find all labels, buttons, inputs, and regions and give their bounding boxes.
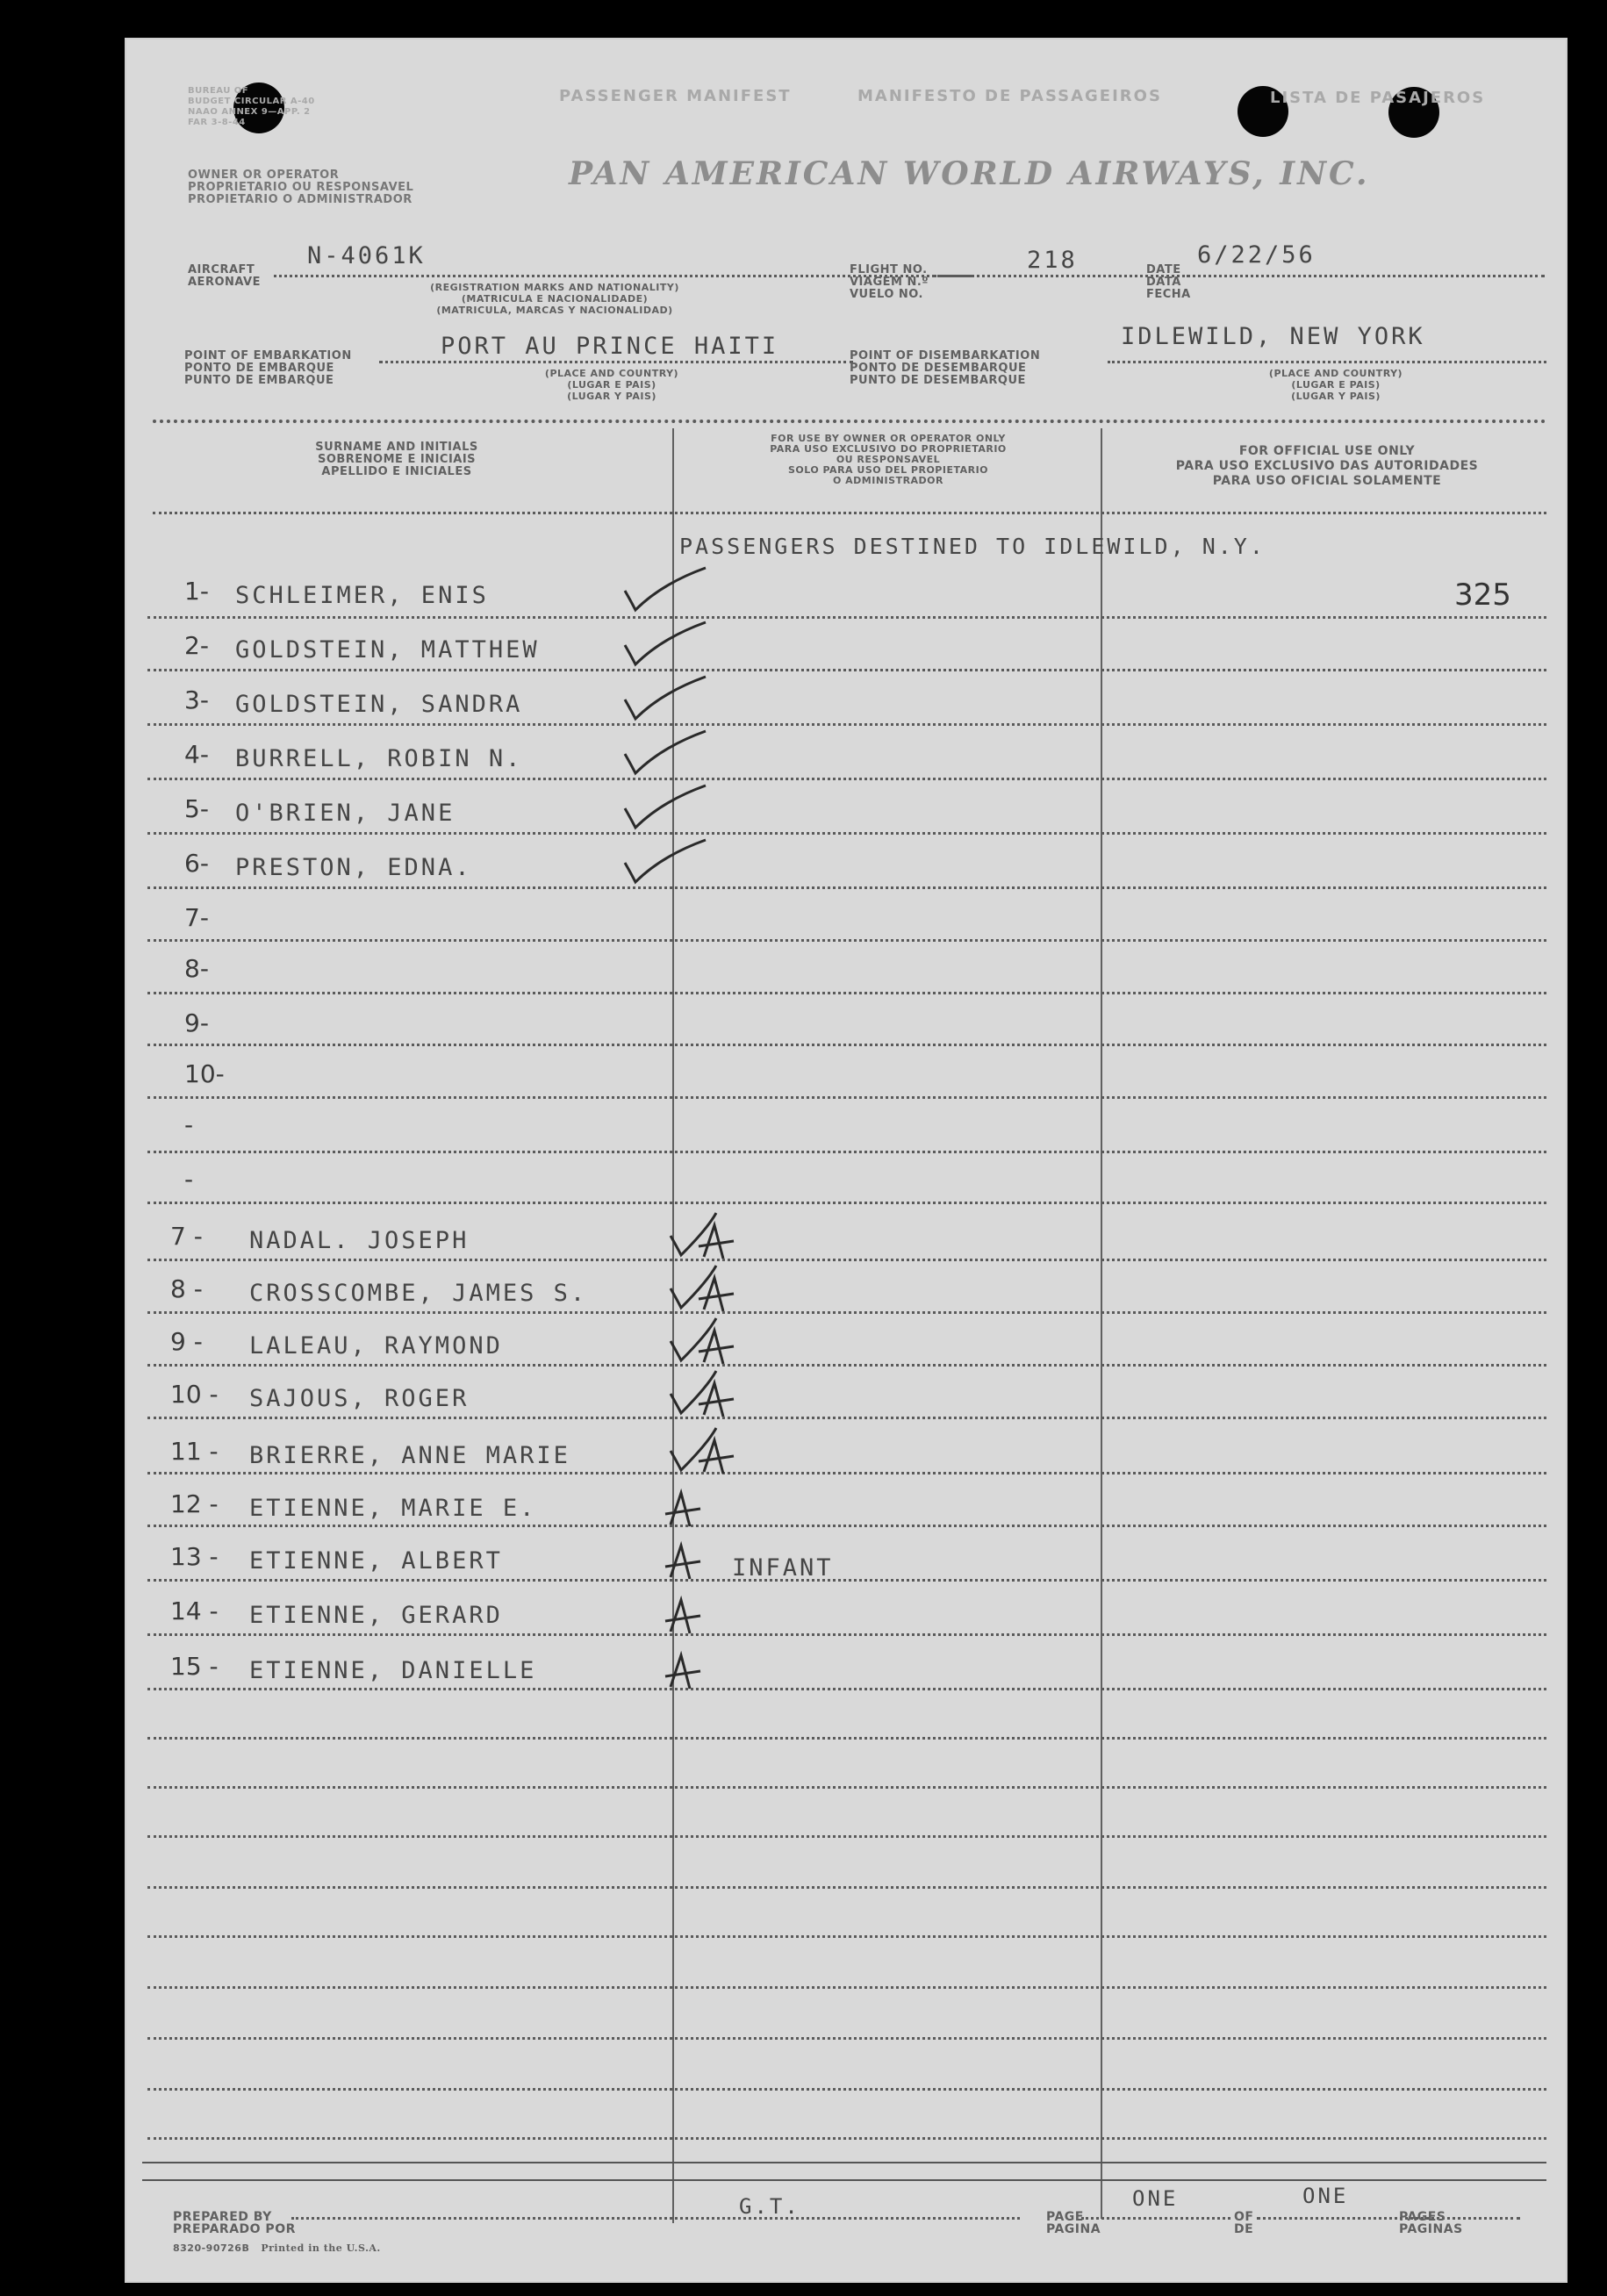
passenger-name: SCHLEIMER, ENIS bbox=[235, 582, 489, 609]
row-number: 3- bbox=[184, 685, 209, 714]
row-number: 1- bbox=[184, 577, 209, 606]
label-line: OWNER OR OPERATOR bbox=[188, 169, 340, 182]
passenger-name: GOLDSTEIN, MATTHEW bbox=[235, 636, 540, 664]
header-line: PARA USO EXCLUSIVO DAS AUTORIDADES bbox=[1175, 459, 1479, 473]
label-line: PAGE bbox=[1046, 2210, 1084, 2224]
checkmark bbox=[625, 568, 706, 610]
checkmark bbox=[625, 677, 706, 719]
passenger-name: SAJOUS, ROGER bbox=[249, 1385, 470, 1412]
label-line: AIRCRAFT bbox=[188, 263, 255, 276]
prepared-value: G.T. bbox=[739, 2194, 800, 2219]
label-line: (MATRICULA, MARCAS Y NACIONALIDAD) bbox=[436, 305, 673, 316]
label-line: PREPARED BY bbox=[173, 2210, 272, 2224]
header-line: SURNAME AND INITIALS bbox=[315, 441, 478, 454]
a-mark bbox=[665, 1655, 700, 1689]
passenger-name: O'BRIEN, JANE bbox=[235, 800, 456, 827]
row-number: 10- bbox=[184, 1059, 225, 1088]
form-line: NAAO ANNEX 9—APP. 2 bbox=[188, 107, 311, 117]
row-number: - bbox=[184, 1165, 194, 1194]
label-line: PREPARADO POR bbox=[173, 2222, 296, 2236]
header-line: FOR USE BY OWNER OR OPERATOR ONLY bbox=[771, 433, 1006, 444]
checkmark bbox=[671, 1318, 716, 1360]
label-line: (REGISTRATION MARKS AND NATIONALITY) bbox=[430, 282, 679, 293]
label-line: FLIGHT NO. bbox=[850, 263, 928, 276]
row-number: 12 - bbox=[170, 1489, 219, 1518]
passenger-name: ETIENNE, ALBERT bbox=[249, 1547, 503, 1575]
passenger-name: BRIERRE, ANNE MARIE bbox=[249, 1442, 570, 1469]
label-line: DATA bbox=[1146, 276, 1181, 289]
row-number: 15 - bbox=[170, 1652, 219, 1681]
row-number: 11 - bbox=[170, 1437, 219, 1466]
checkmark bbox=[625, 786, 706, 828]
company-name: PAN AMERICAN WORLD AIRWAYS, INC. bbox=[569, 155, 1370, 192]
label-line: PAGINAS bbox=[1399, 2222, 1463, 2236]
embark-value: PORT AU PRINCE HAITI bbox=[441, 333, 779, 360]
row-number: 2- bbox=[184, 631, 209, 660]
passenger-name: LALEAU, RAYMOND bbox=[249, 1332, 503, 1360]
checkmark bbox=[625, 622, 706, 664]
row-note: INFANT bbox=[732, 1554, 834, 1582]
label-line: (PLACE AND COUNTRY) bbox=[1268, 368, 1403, 379]
label-line: PROPIETARIO O ADMINISTRADOR bbox=[188, 193, 413, 206]
label-line: (LUGAR E PAIS) bbox=[1291, 379, 1381, 391]
form-line: BUDGET CIRCULAR A-40 bbox=[188, 97, 315, 106]
label-line: (LUGAR Y PAIS) bbox=[567, 391, 656, 402]
flight-value: 218 bbox=[1027, 247, 1078, 274]
header-line: PARA USO OFICIAL SOLAMENTE bbox=[1212, 474, 1442, 488]
date-value: 6/22/56 bbox=[1197, 241, 1316, 269]
form-code-text: 8320-90726B bbox=[173, 2242, 250, 2254]
label-line: DE bbox=[1234, 2222, 1254, 2236]
label-line: AERONAVE bbox=[188, 276, 262, 289]
checkmark bbox=[671, 1428, 716, 1470]
label-line: FECHA bbox=[1146, 288, 1191, 301]
row-number: 5- bbox=[184, 794, 209, 823]
header-line: OU RESPONSAVEL bbox=[836, 454, 941, 465]
label-line: VIAGEM N.º bbox=[850, 276, 929, 289]
page-value: ONE bbox=[1132, 2186, 1179, 2211]
passenger-name: NADAL. JOSEPH bbox=[249, 1227, 470, 1254]
row-number: 9- bbox=[184, 1008, 209, 1037]
passenger-name: PRESTON, EDNA. bbox=[235, 854, 472, 881]
label-line: PONTO DE EMBARQUE bbox=[184, 362, 334, 375]
manifest-sheet bbox=[125, 38, 1568, 2283]
header-line: PARA USO EXCLUSIVO DO PROPRIETARIO bbox=[770, 443, 1007, 455]
row-number: - bbox=[184, 1110, 194, 1139]
label-line: PONTO DE DESEMBARQUE bbox=[850, 362, 1027, 375]
passenger-name: GOLDSTEIN, SANDRA bbox=[235, 691, 523, 718]
label-line: VUELO NO. bbox=[850, 288, 923, 301]
label-line: PROPRIETARIO OU RESPONSAVEL bbox=[188, 181, 414, 194]
passenger-name: ETIENNE, MARIE E. bbox=[249, 1495, 537, 1522]
label-line: (PLACE AND COUNTRY) bbox=[544, 368, 679, 379]
label-line: PUNTO DE DESEMBARQUE bbox=[850, 374, 1026, 387]
row-number: 9 - bbox=[170, 1327, 203, 1356]
checkmark bbox=[625, 731, 706, 773]
a-mark bbox=[665, 1493, 700, 1526]
row-number: 13 - bbox=[170, 1542, 219, 1571]
title-es: LISTA DE PASAJEROS bbox=[1270, 89, 1486, 107]
checkmark bbox=[671, 1371, 716, 1413]
label-line: (MATRICULA E NACIONALIDADE) bbox=[461, 293, 649, 305]
label-line: (LUGAR Y PAIS) bbox=[1291, 391, 1381, 402]
aircraft-value: N-4061K bbox=[307, 242, 426, 269]
header-line: SOLO PARA USO DEL PROPIETARIO bbox=[787, 464, 989, 476]
row-number: 8 - bbox=[170, 1274, 203, 1303]
passenger-name: BURRELL, ROBIN N. bbox=[235, 745, 523, 772]
label-line: PAGES bbox=[1399, 2210, 1446, 2224]
label-line: PUNTO DE EMBARQUE bbox=[184, 374, 334, 387]
a-mark bbox=[665, 1546, 700, 1579]
checkmark bbox=[625, 840, 706, 882]
official-number: 325 bbox=[1454, 578, 1511, 613]
label-line: POINT OF EMBARKATION bbox=[184, 349, 352, 362]
row-number: 4- bbox=[184, 740, 209, 769]
form-line: BUREAU OF bbox=[188, 86, 249, 96]
header-line: APELLIDO E INICIALES bbox=[321, 465, 472, 478]
label-line: OF bbox=[1234, 2210, 1254, 2224]
passenger-name: CROSSCOMBE, JAMES S. bbox=[249, 1280, 588, 1307]
passenger-name: ETIENNE, GERARD bbox=[249, 1602, 503, 1629]
row-number: 6- bbox=[184, 849, 209, 878]
form-line: FAR 3-8-44 bbox=[188, 118, 246, 127]
label-line: PAGINA bbox=[1046, 2222, 1101, 2236]
title-en: PASSENGER MANIFEST bbox=[559, 87, 792, 105]
label-line: (LUGAR E PAIS) bbox=[567, 379, 656, 391]
checkmark bbox=[671, 1266, 716, 1308]
a-mark bbox=[665, 1600, 700, 1633]
header-line: O ADMINISTRADOR bbox=[832, 475, 944, 486]
passenger-name: ETIENNE, DANIELLE bbox=[249, 1657, 537, 1684]
row-number: 10 - bbox=[170, 1380, 219, 1409]
row-number: 7 - bbox=[170, 1222, 203, 1251]
of-value: ONE bbox=[1302, 2184, 1349, 2208]
handwritten-marks-layer bbox=[125, 38, 1568, 2283]
row-number: 7- bbox=[184, 903, 209, 932]
label-line: POINT OF DISEMBARKATION bbox=[850, 349, 1041, 362]
disembark-value: IDLEWILD, NEW YORK bbox=[1121, 323, 1425, 350]
checkmark bbox=[671, 1213, 716, 1255]
label-line: DATE bbox=[1146, 263, 1181, 276]
row-number: 8- bbox=[184, 954, 209, 983]
destined-note: PASSENGERS DESTINED TO IDLEWILD, N.Y. bbox=[679, 534, 1266, 559]
title-pt: MANIFESTO DE PASSAGEIROS bbox=[857, 87, 1162, 105]
row-number: 14 - bbox=[170, 1596, 219, 1625]
header-line: SOBRENOME E INICIAIS bbox=[317, 453, 477, 466]
header-line: FOR OFFICIAL USE ONLY bbox=[1238, 444, 1416, 458]
printed-text: Printed in the U.S.A. bbox=[261, 2242, 381, 2254]
